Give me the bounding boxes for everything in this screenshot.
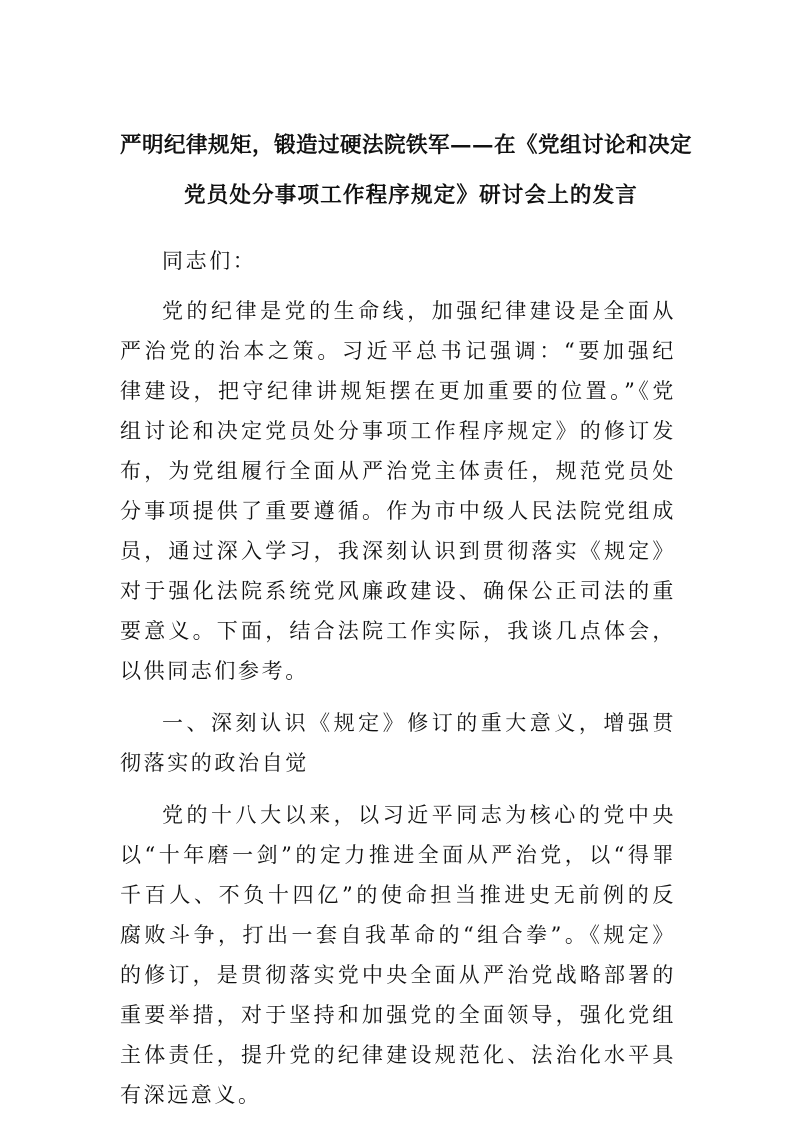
paragraph-section-1: 党的十八大以来，以习近平同志为核心的党中央以“十年磨一剑”的定力推进全面从严治党，以“得罪千百人、不负十四亿”的使命担当推进史无前例的反腐败斗争，打出一套自我革命的“组合拳”。《规定》的修订，是贯彻落实党中央全面从严治党战略部署的重要举措，对于坚持和加强党的全面领导，强化党组主体责任，提升党的纪律建设规范化、法治化水平具有深远意义。	[120, 803, 676, 1107]
document-body	[120, 241, 676, 1127]
document-title-line-1: 严明纪律规矩，锻造过硬法院铁军——在《党组讨论和决定	[120, 133, 693, 158]
paragraph-intro: 党的纪律是党的生命线，加强纪律建设是全面从严治党的治本之策。习近平总书记强调：“要加强纪律建设，把守纪律讲规矩摆在更加重要的位置。”《党组讨论和决定党员处分事项工作程序规定》的修订发布，为党组履行全面从严治党主体责任，规范党员处分事项提供了重要遵循。作为市中级人民法院党组成员，通过深入学习，我深刻认识到贯彻落实《规定》对于强化法院系统党风廉政建设、确保公正司法的重要意义。下面，结合法院工作实际，我谈几点体会，以供同志们参考。	[120, 299, 676, 683]
section-heading-1: 一、深刻认识《规定》修订的重大意义，增强贯彻落实的政治自觉	[120, 711, 676, 775]
document-title-line-2: 党员处分事项工作程序规定》研讨会上的发言	[184, 183, 639, 208]
salutation: 同志们：	[162, 249, 257, 273]
